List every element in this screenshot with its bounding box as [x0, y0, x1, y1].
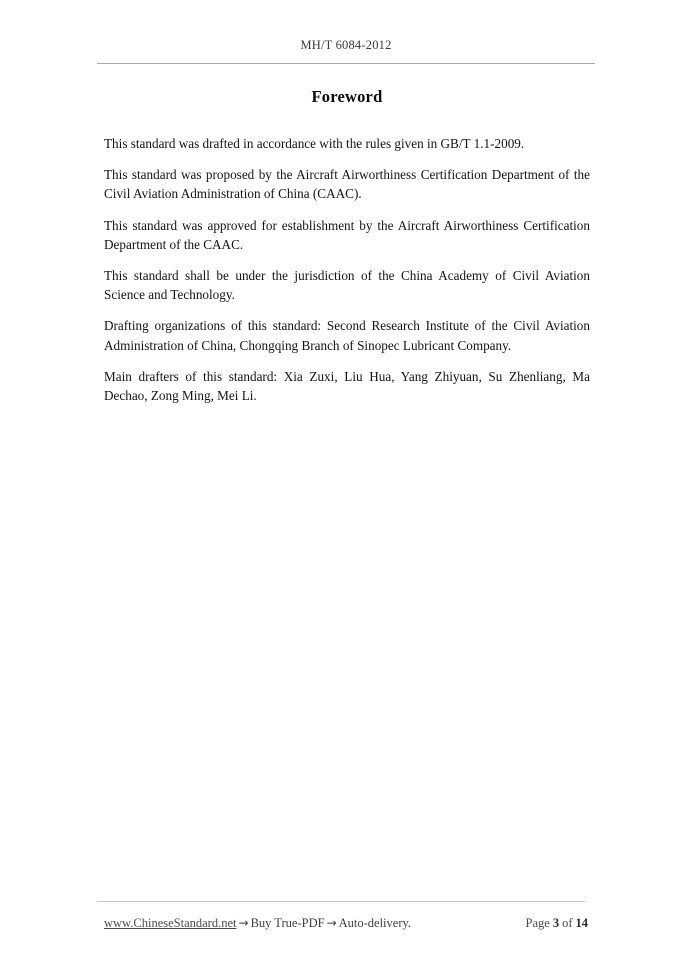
total-page-count: 14 [575, 916, 588, 930]
foreword-paragraph-5: Drafting organizations of this standard: Second Research Institute of the Civil Aviation Administration of China, Chongqing Branch of Sinopec Lubricant Company. [104, 318, 590, 353]
footer-delivery-text: Auto-delivery. [338, 916, 412, 930]
foreword-paragraph-2: This standard was proposed by the Aircraft Airworthiness Certification Department of the Civil Aviation Administration of China (CAAC). [104, 167, 590, 202]
foreword-paragraph-6: Main drafters of this standard: Xia Zuxi, Liu Hua, Yang Zhiyuan, Su Zhenliang, Ma Dechao, Zong Ming, Mei Li. [104, 368, 590, 404]
foreword-paragraph-4: This standard shall be under the jurisdiction of the China Academy of Civil Aviation Science and Technology. [104, 268, 590, 303]
footer-promo [104, 913, 411, 933]
foreword-paragraph-3: This standard was approved for establishment by the Aircraft Airworthiness Certification Department of the CAAC. [104, 217, 590, 252]
document-body [104, 86, 590, 405]
arrow-right-icon-2: → [326, 916, 337, 930]
page-label: Page [525, 916, 550, 930]
current-page-number: 3 [552, 916, 560, 930]
of-label: of [562, 916, 573, 930]
foreword-paragraph-1: This standard was drafted in accordance with the rules given in GB/T 1.1-2009. [104, 136, 525, 151]
footer-divider [97, 901, 585, 902]
page-title: Foreword [311, 87, 383, 106]
page-indicator [525, 913, 590, 933]
page-header [97, 36, 595, 54]
chinese-standard-link[interactable]: www.ChineseStandard.net [104, 916, 237, 930]
arrow-right-icon-1: → [238, 916, 249, 930]
page-footer [104, 913, 590, 933]
header-standard-code: MH/T 6084-2012 [300, 38, 392, 52]
header-divider [97, 63, 595, 64]
footer-promo-text: Buy True-PDF [250, 916, 325, 930]
